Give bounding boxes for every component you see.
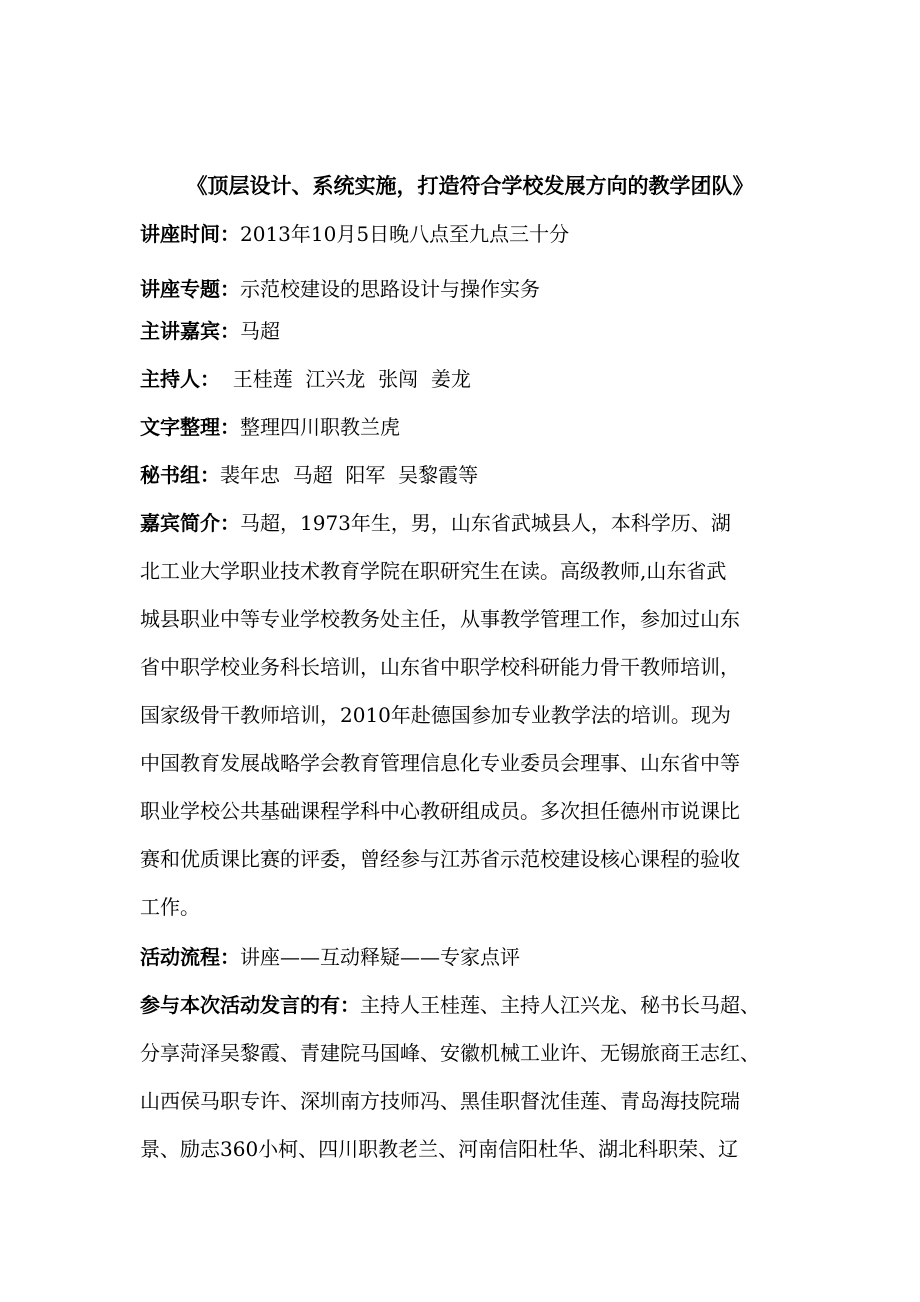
document-title: 《顶层设计、系统实施，打造符合学校发展方向的教学团队》 [186,173,754,198]
participants-line: 山西侯马职专许、深圳南方技师冯、黑佳职督沈佳莲、青岛海技院瑞 [140,1089,740,1113]
guest-intro-text: 马超，1973年生，男，山东省武城县人，本科学历、湖 [240,511,731,535]
guest-intro-line [140,499,790,547]
guest-intro-line: 工作。 [140,895,200,919]
participants-line: 景、励志360小柯、四川职教老兰、河南信阳杜华、湖北科职荣、辽 [140,1137,739,1161]
lecture-time [140,214,790,254]
guest-intro-line: 北工业大学职业技术教育学院在职研究生在读。高级教师,山东省武 [140,559,727,583]
activity-flow-value: 讲座——互动释疑——专家点评 [240,945,520,969]
guest-intro-line: 职业学校公共基础课程学科中心教研组成员。多次担任德州市说课比 [140,799,740,823]
participants-line [140,981,790,1029]
hosts-label: 主持人： [140,367,220,391]
lecture-topic-label: 讲座专题： [140,277,240,301]
lecture-time-label: 讲座时间： [140,222,240,246]
speaker-value: 马超 [240,319,280,343]
speaker-label: 主讲嘉宾： [140,319,240,343]
participants-label: 参与本次活动发言的有： [140,993,360,1017]
participants-line: 分享菏泽吴黎霞、青建院马国峰、安徽机械工业许、无锡旅商王志红、 [140,1041,760,1065]
hosts [140,359,790,399]
lecture-topic [140,269,790,309]
speaker [140,311,790,351]
secretariat [140,455,790,495]
guest-intro-label: 嘉宾简介： [140,511,240,535]
guest-intro-line: 国家级骨干教师培训，2010年赴德国参加专业教学法的培训。现为 [140,703,731,727]
guest-intro-line: 城县职业中等专业学校教务处主任，从事教学管理工作，参加过山东 [140,607,740,631]
transcription-label: 文字整理： [140,415,240,439]
guest-intro-line: 省中职学校业务科长培训，山东省中职学校科研能力骨干教师培训， [140,655,740,679]
hosts-value: 王桂莲 江兴龙 张闯 姜龙 [220,367,471,391]
lecture-time-value: 2013年10月5日晚八点至九点三十分 [240,222,570,246]
guest-intro [140,499,790,931]
transcription [140,407,790,447]
secretariat-label: 秘书组： [140,463,220,487]
participants-text: 主持人王桂莲、主持人江兴龙、秘书长马超、 [360,993,760,1017]
participants [140,981,790,1173]
guest-intro-line: 中国教育发展战略学会教育管理信息化专业委员会理事、山东省中等 [140,751,740,775]
activity-flow-label: 活动流程： [140,945,240,969]
activity-flow [140,937,790,977]
guest-intro-line: 赛和优质课比赛的评委，曾经参与江苏省示范校建设核心课程的验收 [140,847,740,871]
secretariat-value: 裴年忠 马超 阳军 吴黎霞等 [220,463,479,487]
lecture-topic-value: 示范校建设的思路设计与操作实务 [240,277,540,301]
transcription-value: 整理四川职教兰虎 [240,415,400,439]
